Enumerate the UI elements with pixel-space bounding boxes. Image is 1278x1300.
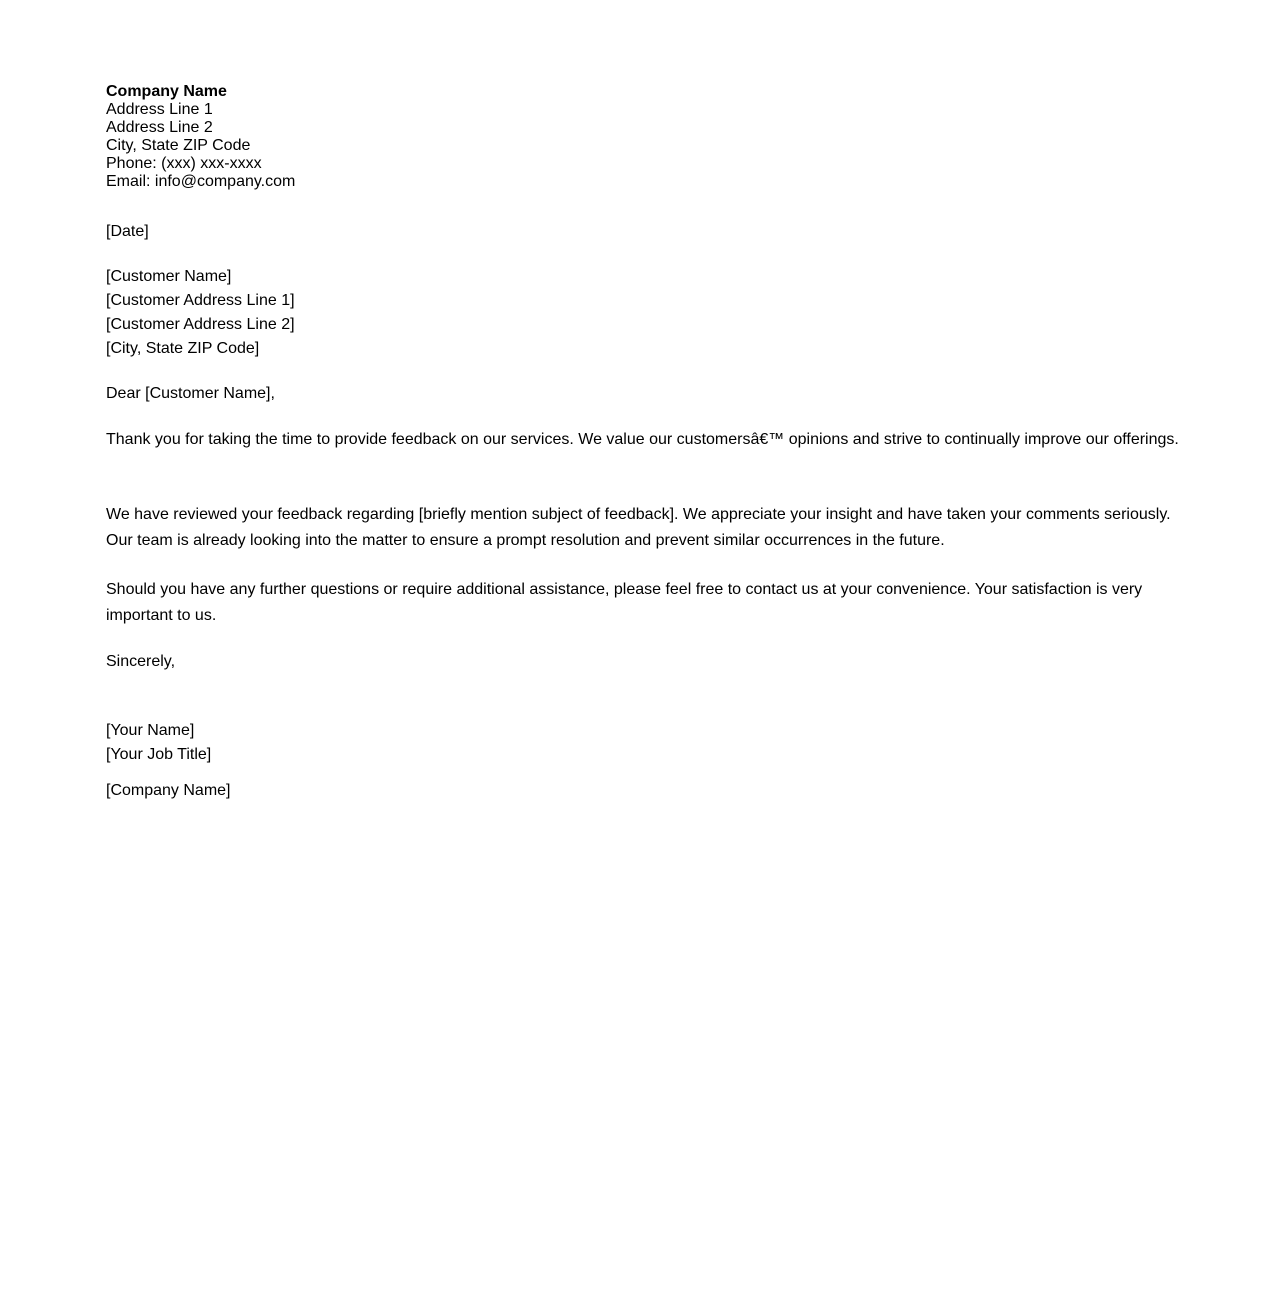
- sender-block: [106, 83, 295, 191]
- sender-phone: Phone: (xxx) xxx-xxxx: [106, 155, 262, 172]
- recipient-address-line-1: [Customer Address Line 1]: [106, 292, 295, 309]
- body-paragraph-3: Should you have any further questions or require additional assistance, please feel free to contact us at your convenience. Your satisfaction is very important to us.: [106, 581, 1143, 624]
- sender-email: Email: info@company.com: [106, 173, 296, 190]
- sender-city-state-zip: City, State ZIP Code: [106, 137, 251, 154]
- salutation: Dear [Customer Name],: [106, 385, 275, 402]
- letter-date: [Date]: [106, 223, 149, 240]
- recipient-name: [Customer Name]: [106, 268, 232, 285]
- sender-address-line-2: Address Line 2: [106, 119, 213, 136]
- signature-company-name: [Company Name]: [106, 782, 231, 799]
- signature-name: [Your Name]: [106, 722, 195, 739]
- signature-block: [106, 719, 211, 767]
- body-paragraph-2: We have reviewed your feedback regarding [briefly mention subject of feedback]. We appreciate your insight and have taken your comments seriously. Our team is already looking into the matter to ensure a prompt resolution and prevent similar occurrences in the future.: [106, 506, 1171, 549]
- closing: Sincerely,: [106, 653, 176, 670]
- recipient-block: [106, 265, 295, 361]
- signature-job-title: [Your Job Title]: [106, 746, 212, 763]
- recipient-address-line-2: [Customer Address Line 2]: [106, 316, 295, 333]
- recipient-city-state-zip: [City, State ZIP Code]: [106, 340, 260, 357]
- body-paragraph-1: Thank you for taking the time to provide feedback on our services. We value our customersâ€™ opinions and strive to continually improve our offerings.: [106, 431, 1179, 448]
- sender-company-name: Company Name: [106, 83, 227, 100]
- sender-address-line-1: Address Line 1: [106, 101, 213, 118]
